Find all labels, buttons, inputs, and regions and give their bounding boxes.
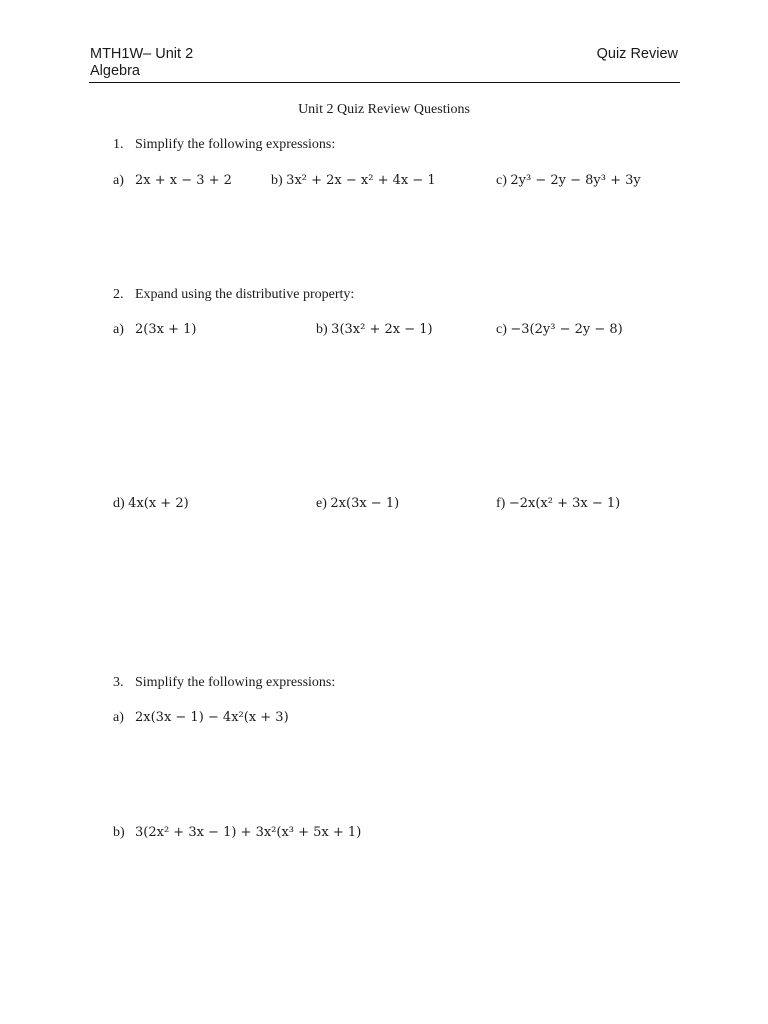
q2-item-a — [113, 322, 196, 338]
question-prompt: Expand using the distributive property: — [135, 287, 355, 302]
q3-item-b — [113, 825, 361, 841]
q2-item-f — [496, 496, 620, 512]
topic-label: Algebra — [90, 63, 140, 79]
item-expression: 2y³ − 2y − 8y³ + 3y — [510, 173, 641, 188]
item-expression: 2x(3x − 1) − 4x²(x + 3) — [135, 710, 289, 725]
item-label: a) — [113, 710, 124, 725]
q2-item-e — [316, 496, 399, 512]
course-label: MTH1W– Unit 2 — [90, 46, 194, 62]
page-title: Unit 2 Quiz Review Questions — [298, 102, 470, 117]
question-prompt: Simplify the following expressions: — [135, 137, 336, 152]
item-expression: −3(2y³ − 2y − 8) — [510, 322, 623, 337]
item-label: c) — [496, 173, 507, 188]
q1-item-c — [496, 173, 641, 189]
item-expression: 3x² + 2x − x² + 4x − 1 — [286, 173, 436, 188]
item-label: c) — [496, 322, 507, 337]
item-label: d) — [113, 496, 125, 511]
item-expression: −2x(x² + 3x − 1) — [508, 496, 621, 511]
question-number: 1. — [113, 137, 124, 152]
item-expression: 2x + x − 3 + 2 — [135, 173, 232, 188]
question-3 — [113, 675, 335, 691]
q1-item-b — [271, 173, 436, 189]
question-number: 3. — [113, 675, 124, 690]
q2-item-c — [496, 322, 623, 338]
item-label: a) — [113, 322, 124, 337]
q1-item-a — [113, 173, 232, 189]
header-divider — [89, 82, 680, 83]
item-label: e) — [316, 496, 327, 511]
item-label: f) — [496, 496, 506, 511]
question-prompt: Simplify the following expressions: — [135, 675, 336, 690]
item-expression: 3(2x² + 3x − 1) + 3x²(x³ + 5x + 1) — [135, 825, 362, 840]
doc-type-label: Quiz Review — [596, 46, 678, 62]
item-label: b) — [316, 322, 328, 337]
item-expression: 2x(3x − 1) — [330, 496, 400, 511]
item-label: b) — [271, 173, 283, 188]
question-2 — [113, 287, 354, 303]
item-expression: 4x(x + 2) — [128, 496, 189, 511]
item-expression: 2(3x + 1) — [135, 322, 197, 337]
q2-item-b — [316, 322, 433, 338]
item-expression: 3(3x² + 2x − 1) — [331, 322, 433, 337]
q3-item-a — [113, 710, 289, 726]
header-left — [90, 46, 193, 80]
item-label: a) — [113, 173, 124, 188]
question-1 — [113, 137, 335, 153]
q2-item-d — [113, 496, 189, 512]
item-label: b) — [113, 825, 125, 840]
question-number: 2. — [113, 287, 124, 302]
